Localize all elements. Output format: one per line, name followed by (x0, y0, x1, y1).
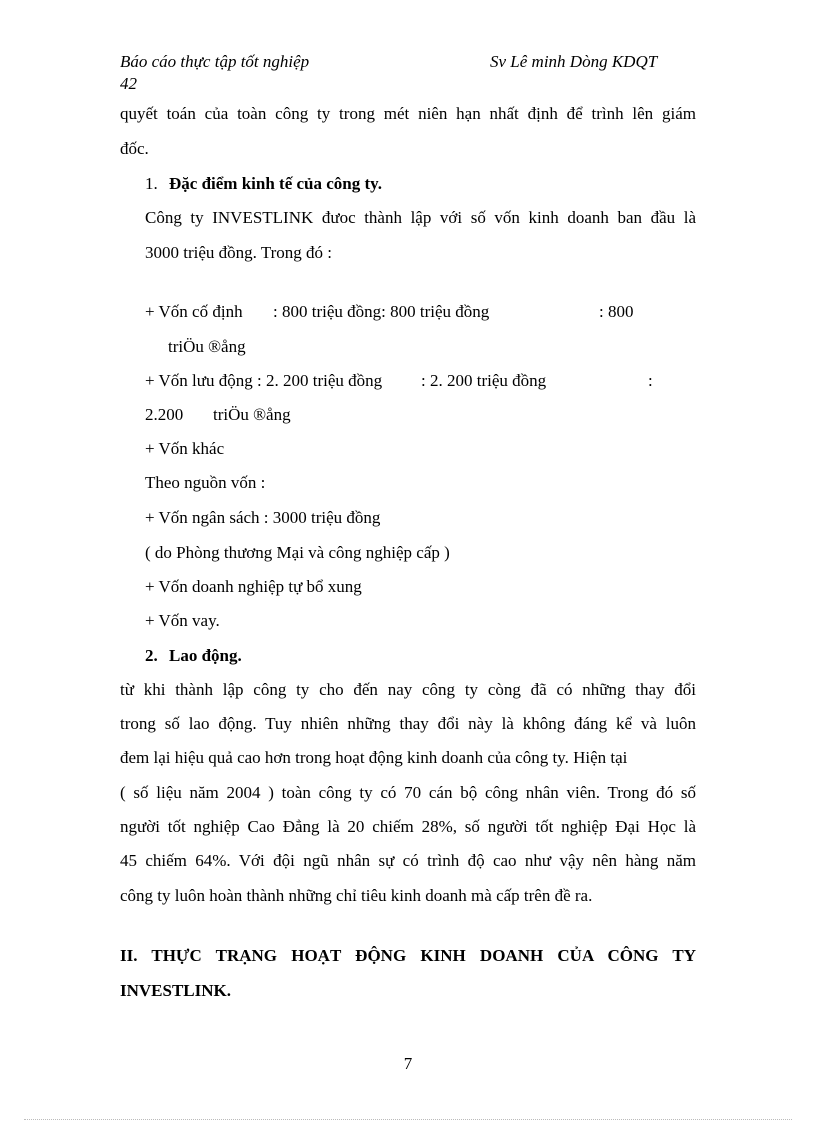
section-heading-1 (145, 174, 382, 194)
capital-working-label: + Vốn lưu động : 2. 200 triệu đồng (145, 371, 383, 390)
page-number: 7 (403, 1054, 413, 1073)
footer-divider (24, 1119, 792, 1120)
capital-fixed-value: : 800 triệu đồng: 800 triệu đồng (273, 302, 490, 321)
capital-working-value: : 2. 200 triệu đồng (421, 371, 547, 390)
text-line: công ty luôn hoàn thành những chỉ tiêu kinh doanh mà cấp trên đề ra. (120, 886, 593, 905)
text-line: ( số liệu năm 2004 ) toàn công ty có 70 cán bộ công nhân viên. Trong đó số (120, 783, 696, 802)
text-line: đem lại hiệu quả cao hơn trong hoạt động kinh doanh của công ty. Hiện tại (120, 748, 628, 767)
heading-number: 2. (145, 646, 158, 665)
section-heading-2 (145, 646, 242, 666)
capital-fixed-label: + Vốn cố định (145, 302, 243, 321)
text-line: ( do Phòng thương Mại và công nghiệp cấp ) (145, 543, 450, 562)
header-right: Sv Lê minh Dòng KDQT (490, 52, 658, 71)
text-line: đốc. (120, 139, 149, 158)
header-left: Báo cáo thực tập tốt nghiệp (120, 52, 310, 71)
heading-text: Lao động. (169, 646, 242, 665)
text-line: + Vốn vay. (145, 611, 220, 630)
text-line: người tốt nghiệp Cao Đẳng là 20 chiếm 28%, số người tốt nghiệp Đại Học là (120, 817, 696, 836)
text-line: Công ty INVESTLINK đưoc thành lập với số vốn kinh doanh ban đầu là (145, 208, 696, 227)
section-title-ii: II. THỰC TRẠNG HOẠT ĐỘNG KINH DOANH CỦA CÔNG TY (120, 946, 696, 965)
text-line: trong số lao động. Tuy nhiên những thay đổi này là không đáng kể và luôn (120, 714, 696, 733)
capital-working-garbled: triÖu ®ång (213, 405, 291, 424)
text-line: quyết toán của toàn công ty trong mét niên hạn nhất định để trình lên giám (120, 104, 696, 123)
header-sub: 42 (120, 74, 137, 93)
section-title-ii-cont: INVESTLINK. (120, 981, 232, 1000)
capital-fixed-extra: : 800 (599, 302, 634, 321)
text-line: + Vốn ngân sách : 3000 triệu đồng (145, 508, 381, 527)
text-line: từ khi thành lập công ty cho đến nay công ty còng đã có những thay đổi (120, 680, 696, 699)
heading-text: Đặc điểm kinh tế của công ty. (169, 174, 382, 193)
capital-working-extra: : (648, 371, 653, 390)
text-line: + Vốn khác (145, 439, 225, 458)
heading-number: 1. (145, 174, 158, 193)
text-line: Theo nguồn vốn : (145, 473, 266, 492)
capital-working-num: 2.200 (145, 405, 184, 424)
text-line: + Vốn doanh nghiệp tự bổ xung (145, 577, 362, 596)
text-line: 45 chiếm 64%. Với đội ngũ nhân sự có trình độ cao như vậy nên hàng năm (120, 851, 696, 870)
capital-fixed-garbled: triÖu ®ång (168, 337, 246, 356)
text-line: 3000 triệu đồng. Trong đó : (145, 243, 333, 262)
